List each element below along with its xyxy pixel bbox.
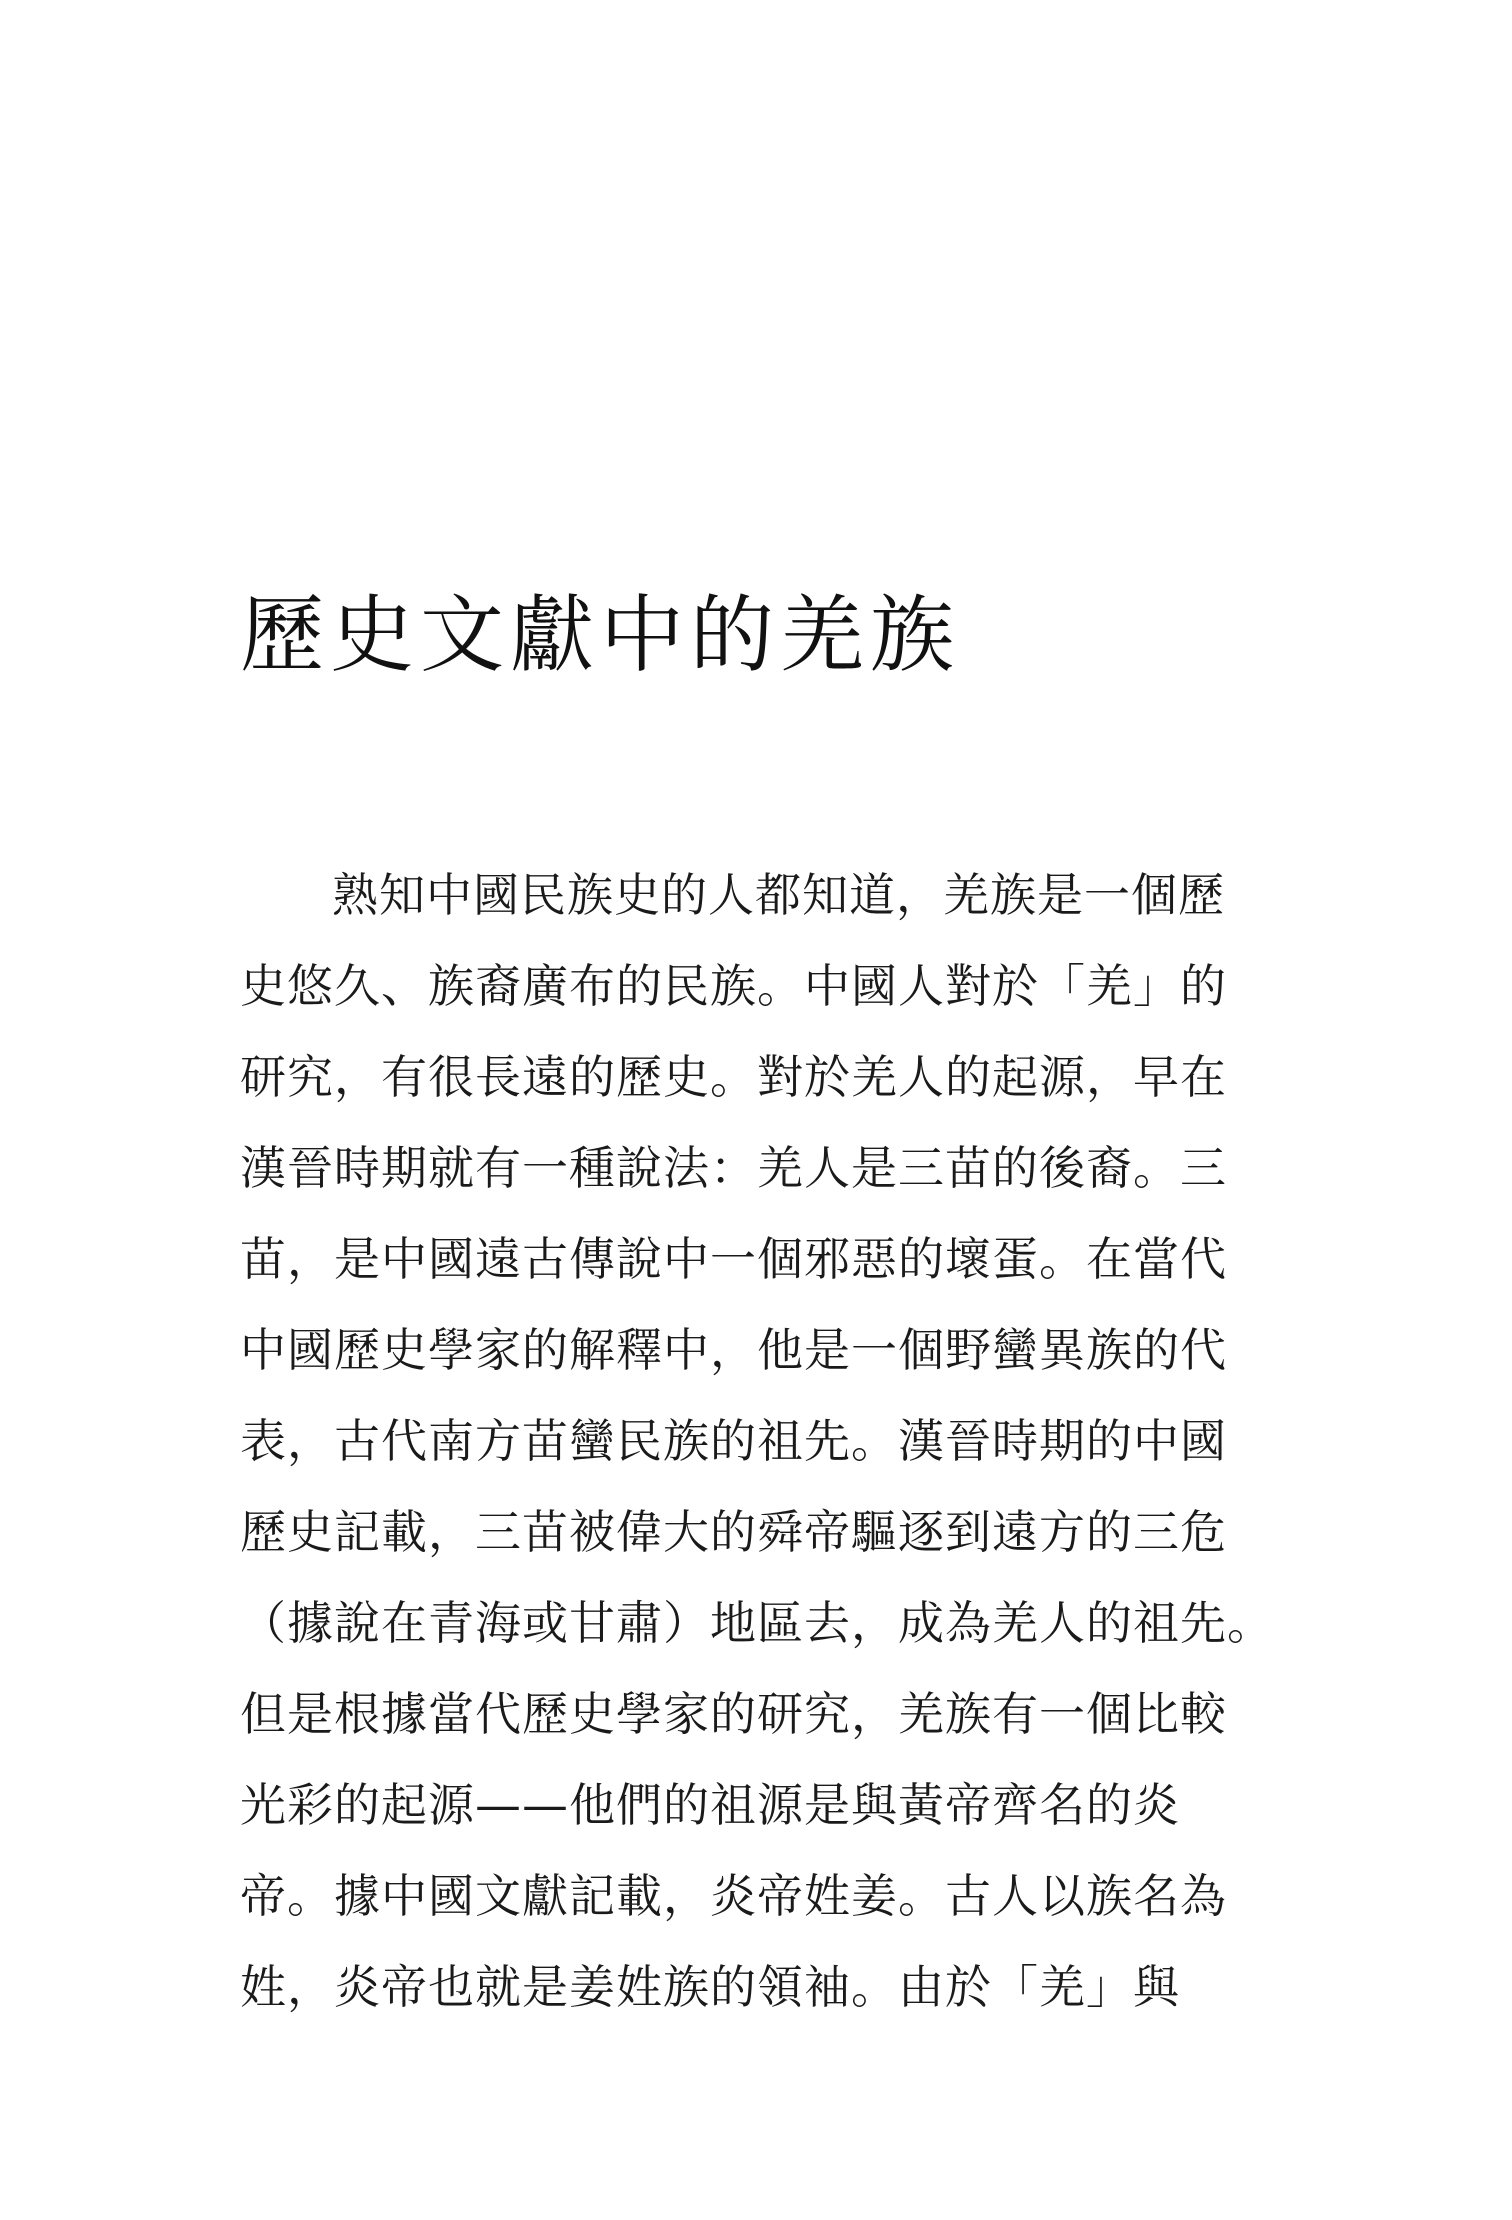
text-line: 熟知中國民族史的人都知道，羌族是一個歷 [332, 868, 1225, 922]
text-line: 帝。據中國文獻記載，炎帝姓姜。古人以族名為 [240, 1869, 1227, 1923]
chapter-title: 歷史文獻中的羌族 [240, 586, 961, 684]
text-line: 姓，炎帝也就是姜姓族的領袖。由於「羌」與 [240, 1960, 1180, 2014]
text-line: 歷史記載，三苗被偉大的舜帝驅逐到遠方的三危 [240, 1505, 1227, 1559]
text-line: （據說在青海或甘肅）地區去，成為羌人的祖先。 [240, 1596, 1274, 1650]
text-line: 表，古代南方苗蠻民族的祖先。漢晉時期的中國 [240, 1414, 1227, 1468]
text-line: 但是根據當代歷史學家的研究，羌族有一個比較 [240, 1687, 1227, 1741]
text-line: 漢晉時期就有一種說法：羌人是三苗的後裔。三 [240, 1141, 1227, 1195]
text-line: 苗，是中國遠古傳說中一個邪惡的壞蛋。在當代 [240, 1232, 1227, 1286]
text-line: 光彩的起源——他們的祖源是與黃帝齊名的炎 [240, 1778, 1180, 1832]
text-line: 中國歷史學家的解釋中，他是一個野蠻異族的代 [240, 1323, 1227, 1377]
body-paragraph [240, 850, 1274, 2033]
text-line: 研究，有很長遠的歷史。對於羌人的起源，早在 [240, 1050, 1227, 1104]
text-line: 史悠久、族裔廣布的民族。中國人對於「羌」的 [240, 959, 1227, 1013]
